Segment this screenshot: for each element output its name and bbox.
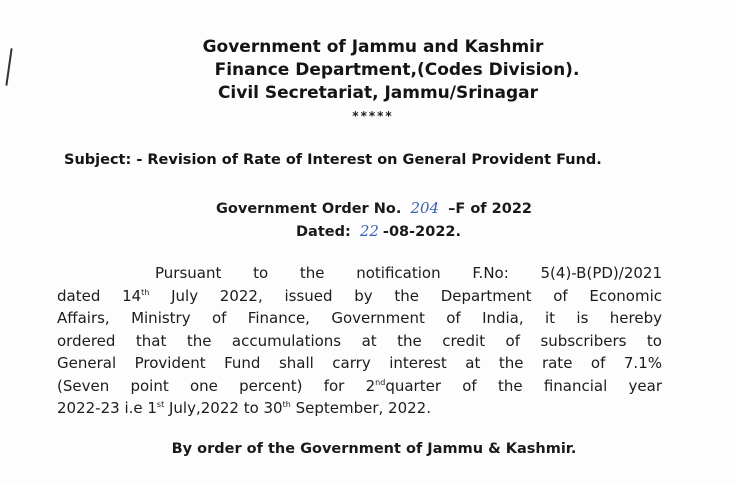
separator-stars: *****	[352, 109, 394, 123]
letterhead	[0, 36, 736, 105]
body-line-2	[57, 285, 662, 308]
body-line-7-b: July,2022 to 30	[164, 399, 283, 417]
order-prefix: Government Order No.	[216, 201, 402, 217]
order-block	[216, 197, 532, 243]
dated-rest: -08-2022.	[382, 224, 462, 240]
body-line-7-sup2: th	[282, 400, 291, 409]
body-line-5: General Provident Fund shall carry interest at the rate of 7.1%	[57, 354, 662, 372]
dated-day-handwritten: 22	[359, 222, 379, 240]
dated-label: Dated:	[296, 224, 351, 240]
body-line-7-c: September, 2022.	[290, 399, 431, 417]
order-date-row	[216, 220, 532, 243]
letterhead-secretariat: Civil Secretariat, Jammu/Srinagar	[217, 83, 539, 103]
body-line-1-text: Pursuant to the notification F.No: 5(4)-B(PD)/2021	[155, 264, 662, 282]
body-line-3: Affairs, Ministry of Finance, Government of India, it is hereby	[57, 309, 662, 327]
body-line-6	[57, 375, 662, 398]
order-number-handwritten: 204	[410, 199, 440, 217]
body-line-7-a: 2022-23 i.e 1	[57, 399, 157, 417]
body-line-7	[57, 397, 662, 420]
subject-line: Subject: - Revision of Rate of Interest on General Provident Fund.	[64, 152, 602, 168]
letterhead-government: Government of Jammu and Kashmir	[202, 37, 544, 57]
body-line-2-a: dated 14	[57, 286, 142, 305]
body-line-7-sup: st	[156, 400, 165, 409]
letterhead-department: Finance Department,(Codes Division).	[214, 60, 580, 80]
order-number-row	[216, 197, 532, 220]
body-line-6-sup: nd	[375, 377, 386, 387]
body-line-4: ordered that the accumulations at the credit of subscribers to	[57, 331, 662, 350]
body-line-6-b: quarter of the financial year	[385, 376, 663, 395]
order-body	[57, 262, 662, 420]
body-line-2-b: July 2022, issued by the Department of Economic	[149, 286, 662, 305]
body-line-2-sup: th	[141, 287, 150, 297]
authority-line: By order of the Government of Jammu & Kashmir.	[171, 441, 577, 457]
body-line-1	[57, 262, 662, 285]
order-suffix: –F of 2022	[448, 201, 533, 217]
body-line-6-a: (Seven point one percent) for 2	[57, 376, 376, 395]
